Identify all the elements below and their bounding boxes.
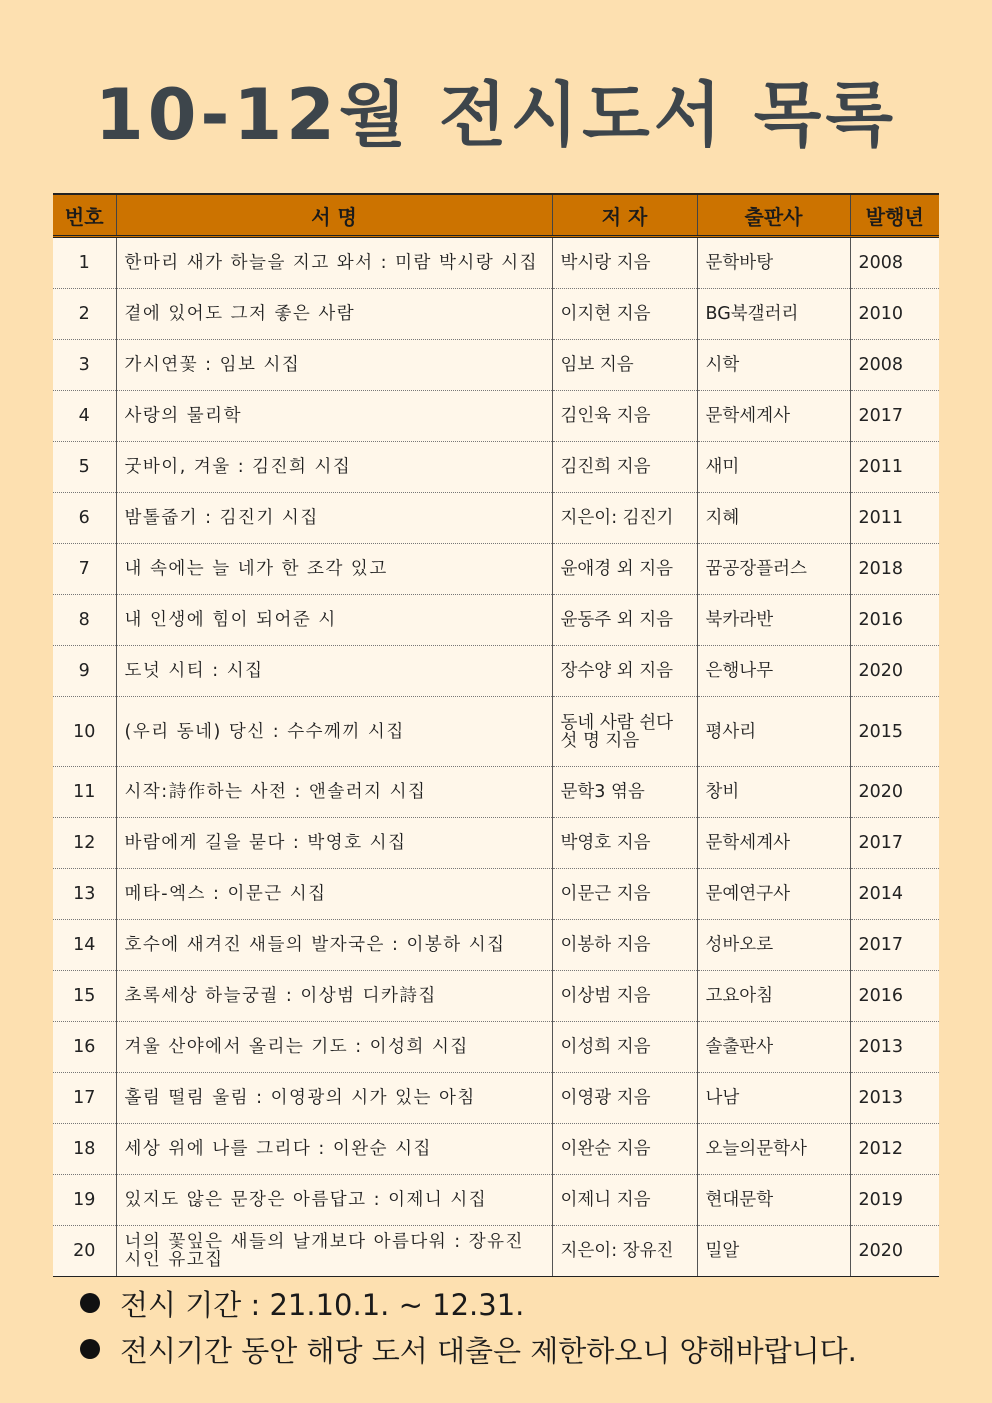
cell-publisher: 문학세계사 <box>697 818 850 869</box>
cell-year: 2017 <box>850 818 939 869</box>
cell-author: 윤동주 외 지음 <box>552 595 697 646</box>
table-row <box>53 289 939 340</box>
header-publisher: 출판사 <box>697 194 850 237</box>
table-row <box>53 818 939 869</box>
table-row <box>53 767 939 818</box>
cell-title: 초록세상 하늘궁궐 : 이상범 디카詩집 <box>116 971 552 1022</box>
cell-title: 굿바이, 겨울 : 김진희 시집 <box>116 442 552 493</box>
cell-year: 2019 <box>850 1175 939 1226</box>
bullet-icon <box>80 1293 100 1313</box>
cell-year: 2013 <box>850 1073 939 1124</box>
cell-year: 2020 <box>850 1226 939 1277</box>
cell-title: 너의 꽃잎은 새들의 날개보다 아름다워 : 장유진 시인 유고집 <box>116 1226 552 1277</box>
bullet-icon <box>80 1339 100 1359</box>
cell-publisher: 현대문학 <box>697 1175 850 1226</box>
cell-year: 2017 <box>850 920 939 971</box>
cell-title: 호수에 새겨진 새들의 발자국은 : 이봉하 시집 <box>116 920 552 971</box>
cell-title: 메타-엑스 : 이문근 시집 <box>116 869 552 920</box>
cell-publisher: 새미 <box>697 442 850 493</box>
table-row <box>53 869 939 920</box>
cell-year: 2016 <box>850 971 939 1022</box>
cell-publisher: 나남 <box>697 1073 850 1124</box>
cell-publisher: 북카라반 <box>697 595 850 646</box>
cell-publisher: 꿈공장플러스 <box>697 544 850 595</box>
cell-year: 2011 <box>850 493 939 544</box>
cell-title: (우리 동네) 당신 : 수수께끼 시집 <box>116 697 552 767</box>
cell-no: 9 <box>53 646 116 697</box>
table-row <box>53 237 939 289</box>
cell-year: 2020 <box>850 646 939 697</box>
cell-title: 시작:詩作하는 사전 : 앤솔러지 시집 <box>116 767 552 818</box>
cell-publisher: 밀알 <box>697 1226 850 1277</box>
header-year: 발행년 <box>850 194 939 237</box>
cell-title: 사랑의 물리학 <box>116 391 552 442</box>
cell-title: 바람에게 길을 묻다 : 박영호 시집 <box>116 818 552 869</box>
cell-publisher: 은행나무 <box>697 646 850 697</box>
cell-author: 임보 지음 <box>552 340 697 391</box>
cell-publisher: 솔출판사 <box>697 1022 850 1073</box>
cell-author: 이영광 지음 <box>552 1073 697 1124</box>
cell-author: 동네 사람 쉰다섯 명 지음 <box>552 697 697 767</box>
cell-author: 장수양 외 지음 <box>552 646 697 697</box>
cell-publisher: 고요아침 <box>697 971 850 1022</box>
page-title: 10-12월 전시도서 목록 <box>95 74 897 156</box>
cell-no: 5 <box>53 442 116 493</box>
cell-no: 19 <box>53 1175 116 1226</box>
cell-publisher: 문학세계사 <box>697 391 850 442</box>
header-title: 서 명 <box>116 194 552 237</box>
table-row <box>53 697 939 767</box>
table-row <box>53 442 939 493</box>
cell-year: 2011 <box>850 442 939 493</box>
note-text: 전시 기간 : 21.10.1. ~ 12.31. <box>120 1287 525 1322</box>
cell-no: 8 <box>53 595 116 646</box>
table-row <box>53 493 939 544</box>
table-row <box>53 391 939 442</box>
cell-title: 곁에 있어도 그저 좋은 사람 <box>116 289 552 340</box>
cell-publisher: 문학바탕 <box>697 237 850 289</box>
cell-no: 15 <box>53 971 116 1022</box>
cell-author: 김진희 지음 <box>552 442 697 493</box>
cell-year: 2013 <box>850 1022 939 1073</box>
cell-author: 박시랑 지음 <box>552 237 697 289</box>
table-row <box>53 920 939 971</box>
cell-author: 지은이: 장유진 <box>552 1226 697 1277</box>
cell-year: 2018 <box>850 544 939 595</box>
cell-author: 이성희 지음 <box>552 1022 697 1073</box>
cell-title: 한마리 새가 하늘을 지고 와서 : 미람 박시랑 시집 <box>116 237 552 289</box>
cell-no: 2 <box>53 289 116 340</box>
cell-year: 2008 <box>850 340 939 391</box>
cell-publisher: 오늘의문학사 <box>697 1124 850 1175</box>
cell-year: 2016 <box>850 595 939 646</box>
cell-author: 이상범 지음 <box>552 971 697 1022</box>
cell-year: 2015 <box>850 697 939 767</box>
cell-year: 2010 <box>850 289 939 340</box>
table-row <box>53 971 939 1022</box>
cell-author: 이완순 지음 <box>552 1124 697 1175</box>
table-row <box>53 1175 939 1226</box>
cell-publisher: 창비 <box>697 767 850 818</box>
cell-publisher: 평사리 <box>697 697 850 767</box>
cell-author: 이봉하 지음 <box>552 920 697 971</box>
book-list-table <box>53 193 939 1277</box>
cell-author: 이제니 지음 <box>552 1175 697 1226</box>
note-text: 전시기간 동안 해당 도서 대출은 제한하오니 양해바랍니다. <box>120 1333 857 1368</box>
cell-publisher: 문예연구사 <box>697 869 850 920</box>
table-row <box>53 340 939 391</box>
cell-author: 박영호 지음 <box>552 818 697 869</box>
table-row <box>53 1073 939 1124</box>
cell-title: 있지도 않은 문장은 아름답고 : 이제니 시집 <box>116 1175 552 1226</box>
table-row <box>53 1226 939 1277</box>
cell-title: 세상 위에 나를 그리다 : 이완순 시집 <box>116 1124 552 1175</box>
cell-author: 윤애경 외 지음 <box>552 544 697 595</box>
note-item <box>80 1326 857 1372</box>
cell-author: 문학3 엮음 <box>552 767 697 818</box>
table-row <box>53 646 939 697</box>
cell-title: 밤톨줍기 : 김진기 시집 <box>116 493 552 544</box>
cell-year: 2020 <box>850 767 939 818</box>
table-row <box>53 1124 939 1175</box>
cell-author: 이문근 지음 <box>552 869 697 920</box>
cell-no: 13 <box>53 869 116 920</box>
cell-no: 17 <box>53 1073 116 1124</box>
cell-publisher: BG북갤러리 <box>697 289 850 340</box>
cell-no: 6 <box>53 493 116 544</box>
cell-publisher: 성바오로 <box>697 920 850 971</box>
note-item <box>80 1280 857 1326</box>
cell-year: 2017 <box>850 391 939 442</box>
cell-no: 18 <box>53 1124 116 1175</box>
cell-author: 김인육 지음 <box>552 391 697 442</box>
cell-title: 홀림 떨림 울림 : 이영광의 시가 있는 아침 <box>116 1073 552 1124</box>
cell-year: 2012 <box>850 1124 939 1175</box>
cell-no: 11 <box>53 767 116 818</box>
header-no: 번호 <box>53 194 116 237</box>
cell-no: 12 <box>53 818 116 869</box>
cell-no: 4 <box>53 391 116 442</box>
table-header-row <box>53 194 939 237</box>
cell-publisher: 지혜 <box>697 493 850 544</box>
table-row <box>53 544 939 595</box>
cell-no: 7 <box>53 544 116 595</box>
cell-publisher: 시학 <box>697 340 850 391</box>
cell-author: 이지현 지음 <box>552 289 697 340</box>
table-row <box>53 595 939 646</box>
cell-title: 내 속에는 늘 네가 한 조각 있고 <box>116 544 552 595</box>
header-author: 저 자 <box>552 194 697 237</box>
cell-title: 도넛 시티 : 시집 <box>116 646 552 697</box>
cell-no: 16 <box>53 1022 116 1073</box>
table-row <box>53 1022 939 1073</box>
cell-title: 겨울 산야에서 올리는 기도 : 이성희 시집 <box>116 1022 552 1073</box>
cell-author: 지은이: 김진기 <box>552 493 697 544</box>
notes <box>80 1280 857 1372</box>
cell-no: 10 <box>53 697 116 767</box>
cell-no: 3 <box>53 340 116 391</box>
cell-year: 2014 <box>850 869 939 920</box>
cell-title: 가시연꽃 : 임보 시집 <box>116 340 552 391</box>
cell-no: 1 <box>53 237 116 289</box>
cell-no: 14 <box>53 920 116 971</box>
cell-title: 내 인생에 힘이 되어준 시 <box>116 595 552 646</box>
cell-year: 2008 <box>850 237 939 289</box>
cell-no: 20 <box>53 1226 116 1277</box>
